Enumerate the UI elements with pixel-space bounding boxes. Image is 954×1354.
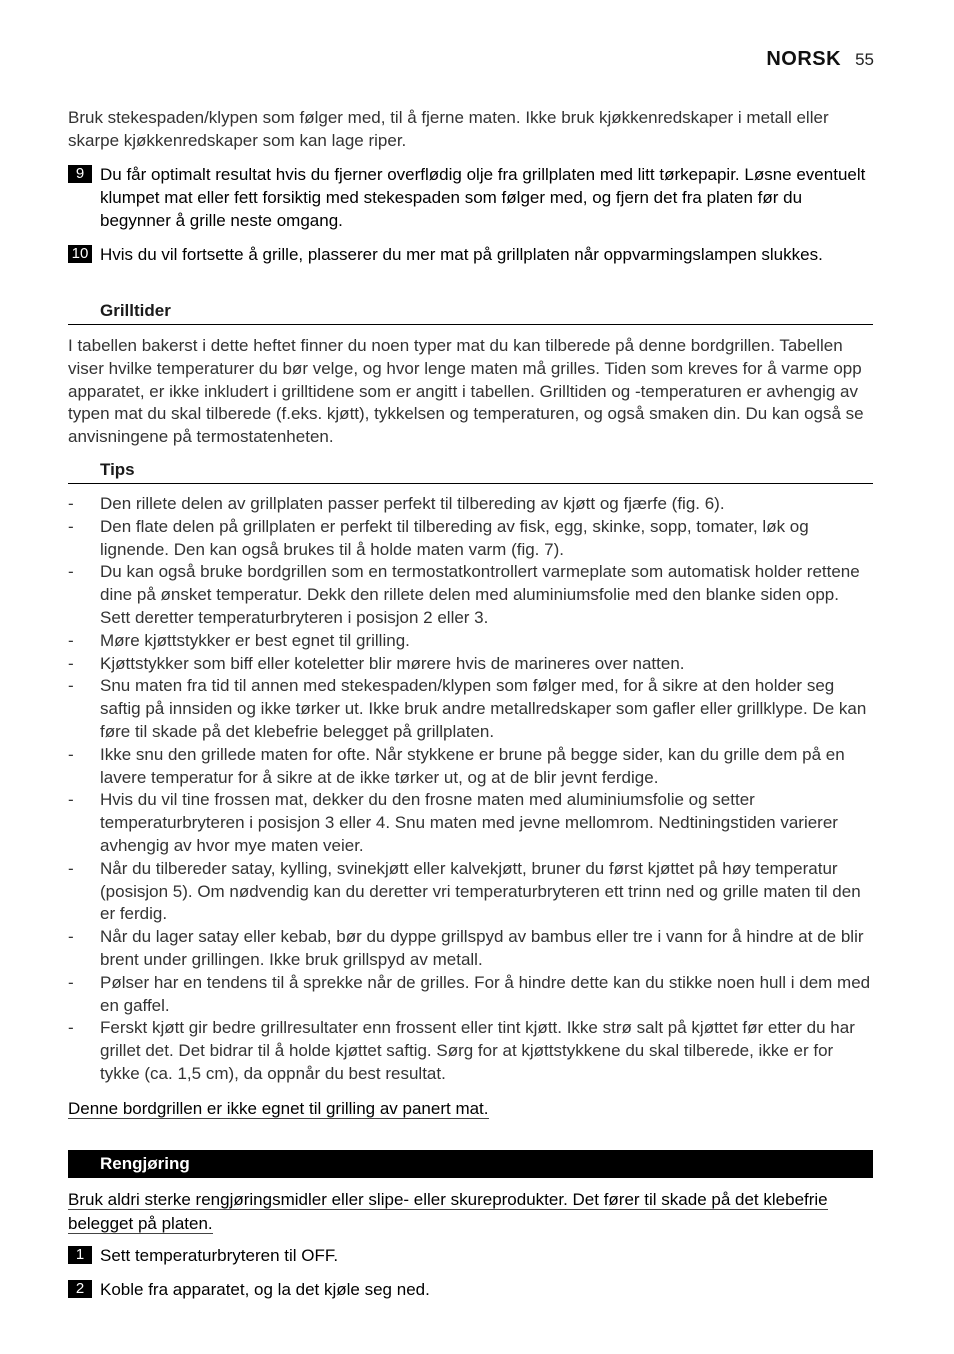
step-text: Du får optimalt resultat hvis du fjerner overflødig olje fra grillplaten med litt tørkepapir. Løsne eventuelt klumpet mat eller fett forsiktig med stekespaden som følger med, og fjern det fra platen før du begynner å grille neste omgang. bbox=[100, 165, 866, 230]
language-label: NORSK bbox=[766, 48, 842, 70]
step-number: 2 bbox=[68, 1280, 92, 1298]
page-header bbox=[766, 48, 874, 71]
step-number: 9 bbox=[68, 165, 92, 183]
list-item: - Når du tilbereder satay, kylling, svinekjøtt eller kalvekjøtt, bruner du først kjøttet på høy temperatur (posisjon 5). Om nødvendig kan du deretter vri temperaturbryteren ett trinn ned og grille maten til den er ferdig. bbox=[68, 858, 861, 924]
step-text: Koble fra apparatet, og la det kjøle seg ned. bbox=[100, 1280, 430, 1299]
list-item: - Kjøttstykker som biff eller koteletter blir mørere hvis de marineres over natten. bbox=[68, 653, 685, 673]
step-1 bbox=[68, 1244, 873, 1267]
list-item: - Den rillete delen av grillplaten passer perfekt til tilbereding av kjøtt og fjærfe (fig. 6). bbox=[68, 494, 725, 513]
step-text: Sett temperaturbryteren til OFF. bbox=[100, 1246, 339, 1265]
step-9 bbox=[68, 163, 873, 232]
list-item: - Den flate delen på grillplaten er perfekt til tilbereding av fisk, egg, skinke, sopp, tomater, løk og lignende. Den kan også brukes til å holde maten varm (fig. 7). bbox=[68, 516, 809, 559]
section-heading-rengjoring: Rengjøring bbox=[68, 1150, 873, 1178]
step-number: 1 bbox=[68, 1246, 92, 1264]
step-text: Hvis du vil fortsette å grille, plasserer du mer mat på grillplaten når oppvarmingslampen slukkes. bbox=[100, 245, 823, 264]
step-number: 10 bbox=[68, 245, 92, 263]
list-item: - Hvis du vil tine frossen mat, dekker du den frosne maten med aluminiumsfolie og setter temperaturbryteren i posisjon 3 eller 4. Snu maten med jevne mellomrom. Nedtiningstiden varierer avhengig av hvor mye maten veier. bbox=[68, 790, 838, 855]
cleaning-warning bbox=[68, 1188, 858, 1235]
list-item: - Pølser har en tendens til å sprekke når de grilles. For å hindre dette kan du stikke noen hull i dem med en gaffel. bbox=[68, 972, 871, 1015]
step-10 bbox=[68, 243, 873, 266]
tips-note-text: Denne bordgrillen er ikke egnet til grilling av panert mat. bbox=[68, 1099, 489, 1118]
intro-paragraph: Bruk stekespaden/klypen som følger med, til å fjerne maten. Ikke bruk kjøkkenredskaper i metall eller skarpe kjøkkenredskaper som kan lage riper. bbox=[68, 108, 829, 150]
step-2 bbox=[68, 1278, 873, 1301]
list-item: - Ferskt kjøtt gir bedre grillresultater enn frossent eller tint kjøtt. Ikke strø salt på kjøttet før etter du har grillet det. Det bidrar til å holde kjøttet saftig. Sørg for at kjøttstykkene du skal tilberede, ikke er for tykke (ca. 1,5 cm), da oppnår du best resultat. bbox=[68, 1018, 855, 1083]
list-item: - Snu maten fra tid til annen med stekespaden/klypen som følger med, for å sikre at den holder seg saftig på innsiden og ikke tørker ut. Ikke bruk andre metallredskaper som gafler eller grillklype. De kan føre til skade på det klebefrie belegget på grillplaten. bbox=[68, 676, 867, 741]
list-item: - Ikke snu den grillede maten for ofte. Når stykkene er brune på begge sider, kan du grille dem på en lavere temperatur for å sikre at de ikke tørker ut, og at de blir jevnt ferdige. bbox=[68, 744, 845, 787]
list-item: - Når du lager satay eller kebab, bør du dyppe grillspyd av bambus eller tre i vann for å hindre at de blir brent under grillingen. Ikke bruk grillspyd av metall. bbox=[68, 927, 864, 969]
list-item: - Du kan også bruke bordgrillen som en termostatkontrollert varmeplate som automatisk holder rettene dine på ønsket temperatur. Dekk den rillete delen med aluminiumsfolie med den blanke siden opp. Sett deretter temperaturbryteren i posisjon 2 eller 3. bbox=[68, 562, 860, 627]
tips-note bbox=[68, 1097, 873, 1121]
list-item: - Møre kjøttstykker er best egnet til grilling. bbox=[68, 630, 410, 650]
section-heading-grilltider: Grilltider bbox=[68, 301, 873, 325]
section-heading-tips: Tips bbox=[68, 460, 873, 484]
page-number: 55 bbox=[855, 50, 874, 69]
cleaning-warning-text: Bruk aldri sterke rengjøringsmidler eller slipe- eller skureprodukter. Det fører til skade på det klebefrie belegget på platen. bbox=[68, 1190, 828, 1233]
tips-list bbox=[68, 493, 873, 1086]
grilltider-paragraph: I tabellen bakerst i dette heftet finner du noen typer mat du kan tilberede på denne bordgrillen. Tabellen viser hvilke temperaturer du bør velge, og hvor lenge maten må grilles. Tiden som kreves for å varme opp apparatet, er ikke inkludert i grilltidene som er angitt i tabellen. Grilltiden og -temperaturen er avhengig av typen mat du skal tilberede (f.eks. kjøtt), tykkelsen og temperaturen, og også smaken din. Du kan også se anvisningene på termostatenheten. bbox=[68, 336, 864, 447]
